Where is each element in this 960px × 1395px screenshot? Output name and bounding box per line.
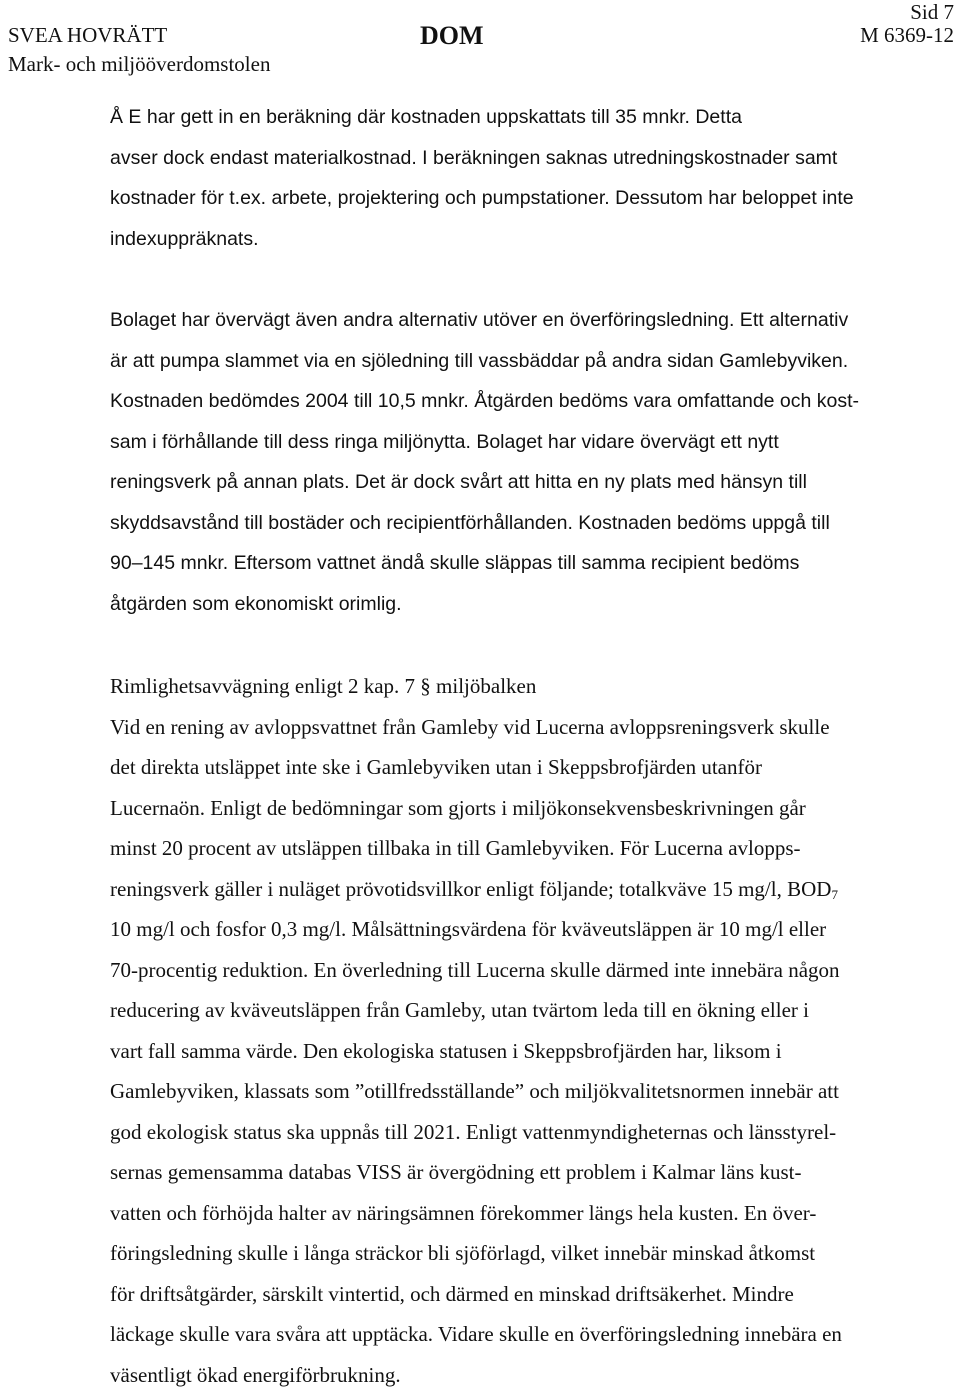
text-line: Lucernaön. Enligt de bedömningar som gjorts i miljökonsekvensbeskrivningen går (110, 788, 930, 829)
document-type: DOM (420, 20, 484, 52)
text-line: reningsverk gäller i nuläget prövotidsvillkor enligt följande; totalkväve 15 mg/l, BOD (110, 877, 831, 901)
text-line: 90–145 mnkr. Eftersom vattnet ändå skulle släppas till samma recipient bedöms (110, 543, 930, 584)
text-line: läckage skulle vara svåra att upptäcka. Vidare skulle en överföringsledning innebära en (110, 1314, 930, 1355)
court-division: Mark- och miljööverdomstolen (8, 51, 270, 77)
text-line: skyddsavstånd till bostäder och recipientförhållanden. Kostnaden bedöms uppgå till (110, 503, 930, 544)
paragraph-cost-estimate (110, 97, 930, 259)
section-reasonableness (110, 666, 930, 1395)
text-line: Kostnaden bedömdes 2004 till 10,5 mnkr. Åtgärden bedöms vara omfattande och kost- (110, 381, 930, 422)
text-line: vatten och förhöjda halter av näringsämnen förekommer längs hela kusten. En över- (110, 1193, 930, 1234)
document-header (0, 0, 960, 80)
text-line: Gamlebyviken, klassats som ”otillfredsställande” och miljökvalitetsnormen innebär att (110, 1071, 930, 1112)
text-line: minst 20 procent av utsläppen tillbaka in till Gamlebyviken. För Lucerna avlopps- (110, 828, 930, 869)
paragraph-alternatives (110, 300, 930, 624)
text-line: Å E har gett in en beräkning där kostnaden uppskattats till 35 mnkr. Detta (110, 97, 930, 138)
page-number: Sid 7 (910, 0, 954, 24)
bod-subscript: 7 (831, 887, 838, 902)
text-line: det direkta utsläppet inte ske i Gamlebyviken utan i Skeppsbrofjärden utanför (110, 747, 930, 788)
case-number: M 6369-12 (860, 22, 954, 48)
section-heading: Rimlighetsavvägning enligt 2 kap. 7 § miljöbalken (110, 666, 930, 707)
text-line: avser dock endast materialkostnad. I beräkningen saknas utredningskostnader samt (110, 138, 930, 179)
text-line: god ekologisk status ska uppnås till 2021. Enligt vattenmyndigheternas och länsstyrel- (110, 1112, 930, 1153)
text-line: åtgärden som ekonomiskt orimlig. (110, 584, 930, 625)
text-line: sam i förhållande till dess ringa miljönytta. Bolaget har vidare övervägt ett nytt (110, 422, 930, 463)
text-line: reningsverk på annan plats. Det är dock svårt att hitta en ny plats med hänsyn till (110, 462, 930, 503)
text-line: 10 mg/l och fosfor 0,3 mg/l. Målsättningsvärdena för kväveutsläppen är 10 mg/l eller (110, 909, 930, 950)
text-line: sernas gemensamma databas VISS är övergödning ett problem i Kalmar läns kust- (110, 1152, 930, 1193)
text-line: 70-procentig reduktion. En överledning till Lucerna skulle därmed inte innebära någon (110, 950, 930, 991)
text-line-with-subscript (110, 869, 930, 910)
text-line: reducering av kväveutsläppen från Gamleby, utan tvärtom leda till en ökning eller i (110, 990, 930, 1031)
text-line: kostnader för t.ex. arbete, projektering och pumpstationer. Dessutom har beloppet inte (110, 178, 930, 219)
text-line: Vid en rening av avloppsvattnet från Gamleby vid Lucerna avloppsreningsverk skulle (110, 707, 930, 748)
text-line: indexuppräknats. (110, 219, 930, 260)
text-line: föringsledning skulle i långa sträckor bli sjöförlagd, vilket innebär minskad åtkomst (110, 1233, 930, 1274)
text-line: Bolaget har övervägt även andra alternativ utöver en överföringsledning. Ett alternativ (110, 300, 930, 341)
text-line: väsentligt ökad energiförbrukning. (110, 1355, 930, 1395)
text-line: vart fall samma värde. Den ekologiska statusen i Skeppsbrofjärden har, liksom i (110, 1031, 930, 1072)
text-line: för driftsåtgärder, särskilt vintertid, och därmed en minskad driftsäkerhet. Mindre (110, 1274, 930, 1315)
text-line: är att pumpa slammet via en sjöledning till vassbäddar på andra sidan Gamlebyviken. (110, 341, 930, 382)
court-name: SVEA HOVRÄTT (8, 22, 167, 48)
